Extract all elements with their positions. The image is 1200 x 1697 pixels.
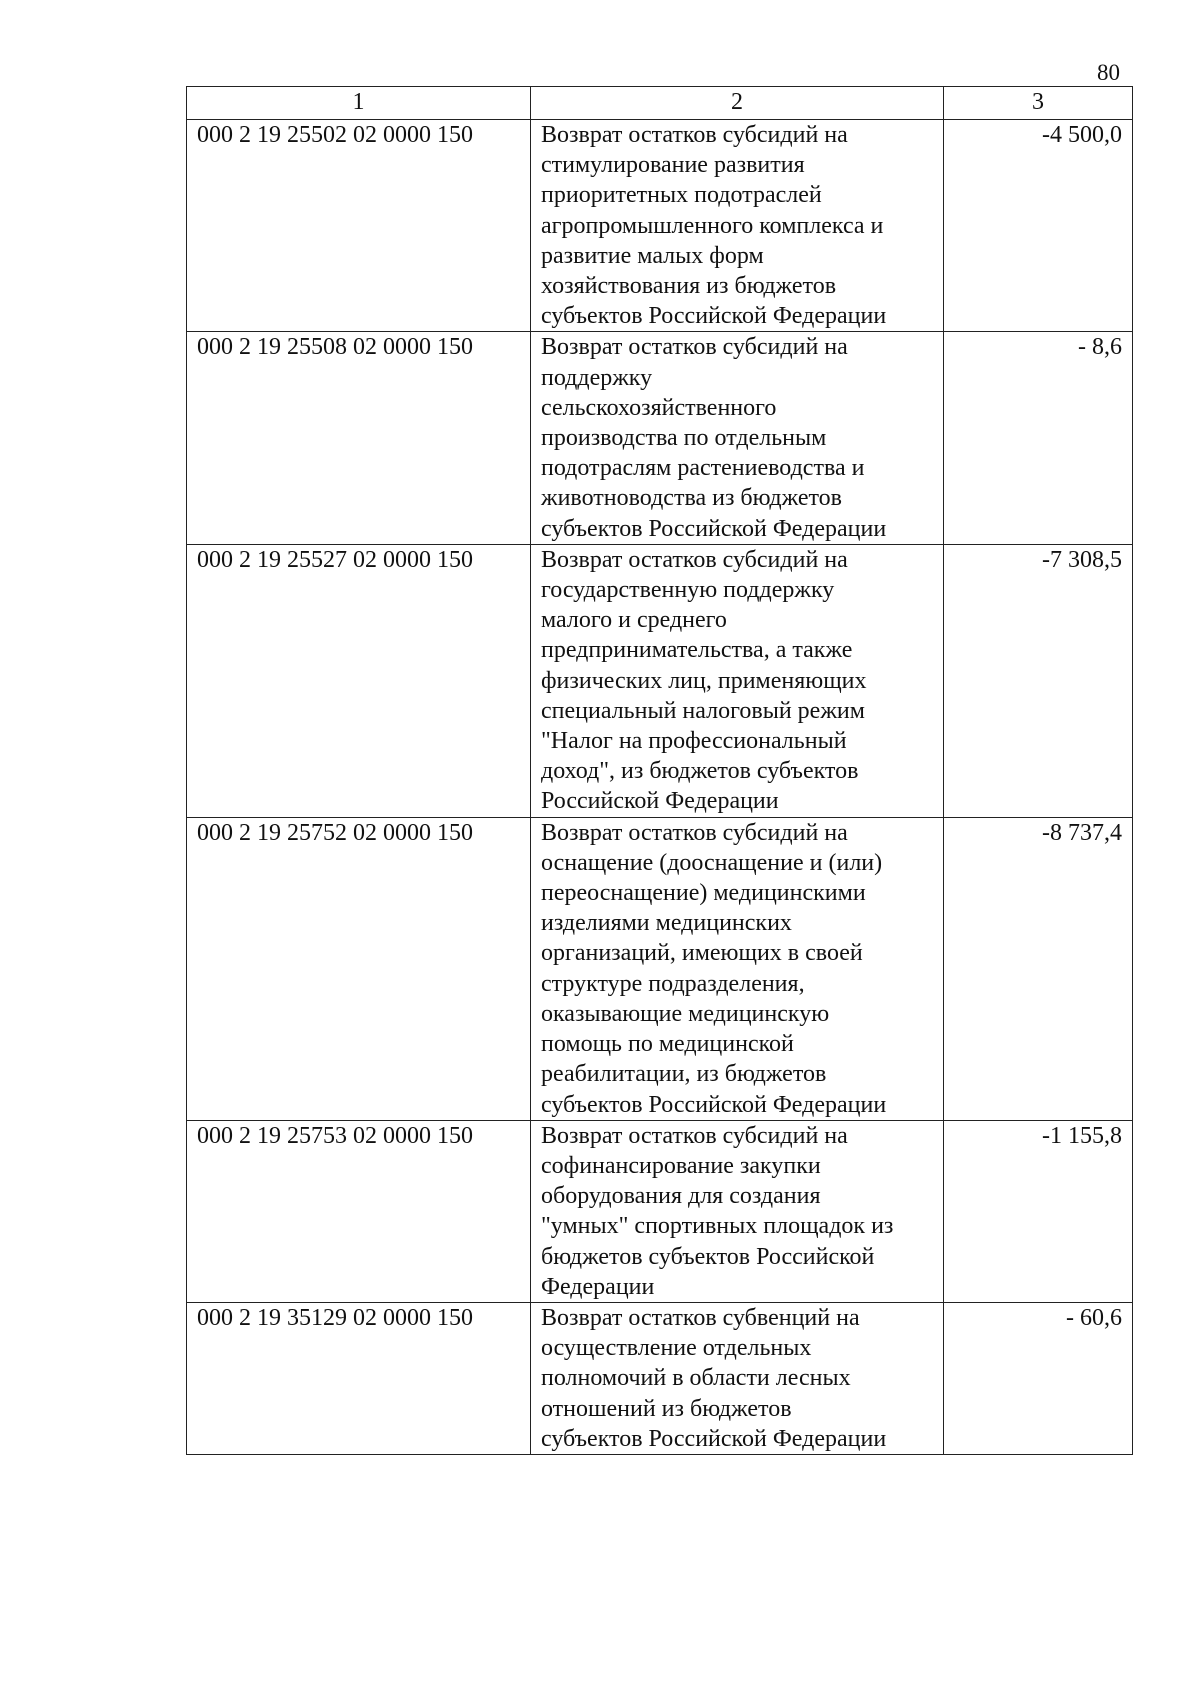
description-line: Возврат остатков субсидий на xyxy=(541,819,848,846)
budget-code-cell: 000 2 19 25752 02 0000 150 xyxy=(187,817,531,1120)
header-col-3: 3 xyxy=(944,87,1133,120)
description-line: Возврат остатков субсидий на xyxy=(541,334,848,361)
table-row xyxy=(187,120,1133,332)
description-line: доход", из бюджетов субъектов xyxy=(541,758,859,785)
amount-cell: - 8,6 xyxy=(944,332,1133,544)
description-line: оказывающие медицинскую xyxy=(541,1000,830,1027)
table-row xyxy=(187,544,1133,817)
table-body xyxy=(187,120,1133,1455)
budget-code-cell: 000 2 19 25508 02 0000 150 xyxy=(187,332,531,544)
description-line: Возврат остатков субсидий на xyxy=(541,546,848,573)
description-line: переоснащение) медицинскими xyxy=(541,880,866,907)
description-line: подотраслям растениеводства и xyxy=(541,455,865,482)
description-line: структуре подразделения, xyxy=(541,970,805,997)
description-line: отношений из бюджетов xyxy=(541,1395,792,1422)
description-cell xyxy=(531,1120,944,1302)
description-line: животноводства из бюджетов xyxy=(541,485,842,512)
table-row xyxy=(187,332,1133,544)
description-line: сельскохозяйственного xyxy=(541,394,777,421)
description-cell xyxy=(531,120,944,332)
description-cell xyxy=(531,544,944,817)
description-line: государственную поддержку xyxy=(541,577,835,604)
description-line: изделиями медицинских xyxy=(541,910,792,937)
description-cell xyxy=(531,1302,944,1454)
description-line: поддержку xyxy=(541,364,653,391)
description-line: Возврат остатков субвенций на xyxy=(541,1304,860,1331)
amount-cell: -4 500,0 xyxy=(944,120,1133,332)
description-line: субъектов Российской Федерации xyxy=(541,1091,887,1118)
header-col-1: 1 xyxy=(187,87,531,120)
description-line: субъектов Российской Федерации xyxy=(541,303,887,330)
amount-cell: - 60,6 xyxy=(944,1302,1133,1454)
description-line: полномочий в области лесных xyxy=(541,1365,851,1392)
description-line: Возврат остатков субсидий на xyxy=(541,122,848,148)
page-number: 80 xyxy=(1097,60,1120,85)
description-line: софинансирование закупки xyxy=(541,1152,821,1179)
description-line: стимулирование развития xyxy=(541,152,805,179)
header-col-2: 2 xyxy=(531,87,944,120)
budget-table xyxy=(186,86,1133,1455)
description-cell xyxy=(531,817,944,1120)
description-line: Возврат остатков субсидий на xyxy=(541,1122,848,1149)
amount-cell: -1 155,8 xyxy=(944,1120,1133,1302)
description-line: Федерации xyxy=(541,1273,655,1300)
budget-code-cell: 000 2 19 35129 02 0000 150 xyxy=(187,1302,531,1454)
description-line: развитие малых форм xyxy=(541,242,764,269)
description-line: субъектов Российской Федерации xyxy=(541,515,887,542)
amount-cell: -8 737,4 xyxy=(944,817,1133,1120)
description-line: физических лиц, применяющих xyxy=(541,667,867,694)
budget-code-cell: 000 2 19 25753 02 0000 150 xyxy=(187,1120,531,1302)
description-line: приоритетных подотраслей xyxy=(541,182,822,209)
description-line: осуществление отдельных xyxy=(541,1335,812,1362)
description-line: предпринимательства, а также xyxy=(541,637,853,664)
description-line: субъектов Российской Федерации xyxy=(541,1425,887,1452)
table-row xyxy=(187,817,1133,1120)
header-row xyxy=(187,87,1133,120)
description-line: хозяйствования из бюджетов xyxy=(541,273,837,300)
description-line: производства по отдельным xyxy=(541,425,827,452)
description-line: агропромышленного комплекса и xyxy=(541,212,884,239)
budget-code-cell: 000 2 19 25502 02 0000 150 xyxy=(187,120,531,332)
budget-code-cell: 000 2 19 25527 02 0000 150 xyxy=(187,544,531,817)
description-line: оборудования для создания xyxy=(541,1183,821,1210)
description-line: Российской Федерации xyxy=(541,788,779,815)
table-row xyxy=(187,1302,1133,1454)
description-line: специальный налоговый режим xyxy=(541,697,865,724)
description-line: "умных" спортивных площадок из xyxy=(541,1213,894,1240)
description-line: оснащение (дооснащение и (или) xyxy=(541,849,883,876)
amount-cell: -7 308,5 xyxy=(944,544,1133,817)
description-line: помощь по медицинской xyxy=(541,1031,794,1058)
table-row xyxy=(187,1120,1133,1302)
description-line: организаций, имеющих в своей xyxy=(541,940,863,967)
description-line: бюджетов субъектов Российской xyxy=(541,1243,875,1270)
description-line: реабилитации, из бюджетов xyxy=(541,1061,827,1088)
description-line: малого и среднего xyxy=(541,607,727,634)
description-cell xyxy=(531,332,944,544)
description-line: "Налог на профессиональный xyxy=(541,728,847,755)
table-header xyxy=(187,87,1133,120)
